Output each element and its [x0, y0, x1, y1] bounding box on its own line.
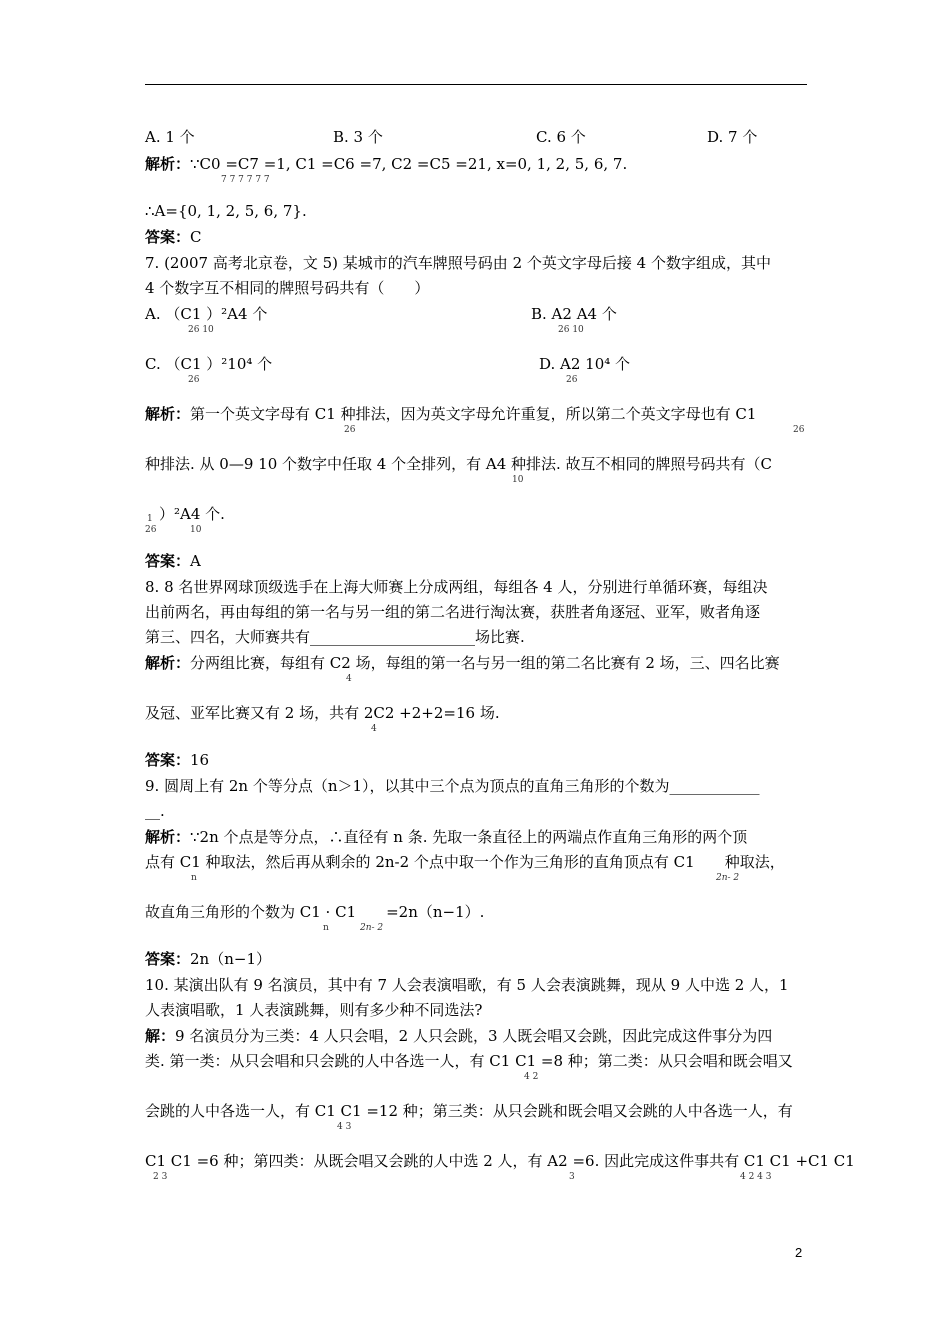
q7-option-c: C. （C1 ）²10⁴ 个	[145, 355, 273, 373]
q9-analysis-line3: 故直角三角形的个数为 C1 · C1 =2n（n−1）.	[145, 903, 485, 921]
answer-label: 答案：	[145, 552, 191, 570]
q8-analysis-line1	[145, 654, 780, 672]
analysis-text: ∵C0 =C7 =1, C1 =C6 =7, C2 =C5 =21, x=0, 1, 2, 5, 6, 7.	[190, 155, 628, 173]
q8-analysis-line2: 及冠、亚军比赛又有 2 场，共有 2C2 +2+2=16 场.	[145, 704, 500, 722]
q10-solution-line4: C1 C1 =6 种；第四类：从既会唱又会跳的人中选 2 人，有 A2 =6. 因此完成这件事共有 C1 C1 +C1 C1	[145, 1152, 855, 1170]
analysis-label: 解析：	[145, 405, 191, 423]
q7-analysis-line3-sub-a: 1	[147, 514, 153, 524]
page-number: 2	[795, 1245, 803, 1260]
option-b: B. 3 个	[333, 128, 383, 146]
q7-analysis-line3-sub-c: 10	[190, 525, 202, 535]
q8-stem-line2: 出前两名，再由每组的第一名与另一组的第二名进行淘汰赛，获胜者角逐冠、亚军，败者角逐	[145, 603, 761, 621]
solution-label: 解：	[145, 1027, 176, 1045]
q8-stem-line3: 第三、四名，大师赛共有______________________场比赛.	[145, 628, 525, 646]
option-a: A. 1 个	[145, 128, 195, 146]
q7-option-b-sub: 26 10	[558, 325, 584, 335]
q7-stem-line2: 4 个数字互不相同的牌照号码共有（ ）	[145, 279, 430, 297]
q9-analysis-line2-sub-a: n	[191, 873, 197, 883]
q7-stem-line1: 7. (2007 高考北京卷，文 5) 某城市的汽车牌照号码由 2 个英文字母后接 4 个数字组成，其中	[145, 254, 771, 272]
analysis-label: 解析：	[145, 654, 191, 672]
answer-value: 16	[190, 751, 210, 769]
q9-stem-line2: __.	[145, 802, 165, 820]
q7-analysis-line3-sub-b: 26	[145, 525, 157, 535]
q10-solution-line1	[145, 1027, 772, 1045]
q7-option-b: B. A2 A4 个	[531, 305, 617, 323]
option-c: C. 6 个	[536, 128, 586, 146]
q7-option-a: A. （C1 ）²A4 个	[145, 305, 268, 323]
analysis-subscripts: 7 7 7 7 7 7	[221, 175, 270, 185]
q7-analysis-line3: ）²A4 个.	[159, 505, 225, 523]
q10-solution-line4-sub-b: 3	[569, 1172, 575, 1182]
solution-text: 9 名演员分为三类：4 人只会唱，2 人只会跳，3 人既会唱又会跳，因此完成这件事分为四	[175, 1027, 773, 1045]
q7-option-d-sub: 26	[566, 375, 578, 385]
q9-analysis-line2-sub-b: 2n- 2	[716, 873, 740, 883]
answer-label: 答案：	[145, 228, 191, 246]
q10-solution-line4-sub-a: 2 3	[153, 1172, 168, 1182]
q8-answer	[145, 751, 209, 769]
answer-label: 答案：	[145, 950, 191, 968]
analysis-label: 解析：	[145, 155, 191, 173]
answer-value: C	[190, 228, 202, 246]
q10-solution-line2: 类. 第一类：从只会唱和只会跳的人中各选一人，有 C1 C1 =8 种；第二类：从只会唱和既会唱又	[145, 1052, 793, 1070]
q7-analysis-line1-sub-b: 26	[793, 425, 805, 435]
q9-stem-line1: 9. 圆周上有 2n 个等分点（n＞1），以其中三个点为顶点的直角三角形的个数为____________	[145, 777, 760, 795]
q10-stem-line1: 10. 某演出队有 9 名演员，其中有 7 人会表演唱歌，有 5 人会表演跳舞，现从 9 人中选 2 人，1	[145, 976, 789, 994]
q7-analysis-line1	[145, 405, 756, 423]
q7-analysis-line1-sub-a: 26	[344, 425, 356, 435]
q6-answer	[145, 228, 202, 246]
q9-analysis-line1	[145, 828, 747, 846]
q10-solution-line2-sub: 4 2	[524, 1072, 539, 1082]
analysis-text: ∵2n 个点是等分点，∴直径有 n 条. 先取一条直径上的两端点作直角三角形的两个顶	[190, 828, 748, 846]
q10-stem-line2: 人表演唱歌，1 人表演跳舞，则有多少种不同选法?	[145, 1001, 483, 1019]
q7-analysis-line2: 种排法. 从 0—9 10 个数字中任取 4 个全排列，有 A4 种排法. 故互不相同的牌照号码共有（C	[145, 455, 773, 473]
q9-answer	[145, 950, 271, 968]
q10-solution-line3-sub: 4 3	[337, 1122, 352, 1132]
q6-analysis	[145, 155, 627, 173]
q9-analysis-line3-sub-a: n	[323, 923, 329, 933]
analysis-text: 分两组比赛，每组有 C2 场，每组的第一名与另一组的第二名比赛有 2 场，三、四名比赛	[190, 654, 780, 672]
answer-value: A	[190, 552, 201, 570]
q7-option-d: D. A2 10⁴ 个	[539, 355, 631, 373]
option-d: D. 7 个	[707, 128, 758, 146]
analysis-label: 解析：	[145, 828, 191, 846]
q7-option-a-sub: 26 10	[188, 325, 214, 335]
answer-value: 2n（n−1）	[190, 950, 271, 968]
q8-analysis-line2-sub: 4	[371, 724, 377, 734]
answer-label: 答案：	[145, 751, 191, 769]
q6-conclusion: ∴A={0, 1, 2, 5, 6, 7}.	[145, 202, 307, 220]
q9-analysis-line2: 点有 C1 种取法，然后再从剩余的 2n-2 个点中取一个作为三角形的直角顶点有 C1 种取法，	[145, 853, 785, 871]
q8-analysis-line1-sub: 4	[346, 674, 352, 684]
q9-analysis-line3-sub-b: 2n- 2	[360, 923, 384, 933]
q7-answer	[145, 552, 201, 570]
q10-solution-line4-sub-c: 4 2 4 3	[740, 1172, 772, 1182]
header-rule	[145, 84, 807, 85]
q7-analysis-line2-sub: 10	[512, 475, 524, 485]
q7-option-c-sub: 26	[188, 375, 200, 385]
analysis-text: 第一个英文字母有 C1 种排法，因为英文字母允许重复，所以第二个英文字母也有 C1	[190, 405, 757, 423]
q10-solution-line3: 会跳的人中各选一人，有 C1 C1 =12 种；第三类：从只会跳和既会唱又会跳的人中各选一人，有	[145, 1102, 793, 1120]
q8-stem-line1: 8. 8 名世界网球顶级选手在上海大师赛上分成两组，每组各 4 人，分别进行单循环赛，每组决	[145, 578, 768, 596]
